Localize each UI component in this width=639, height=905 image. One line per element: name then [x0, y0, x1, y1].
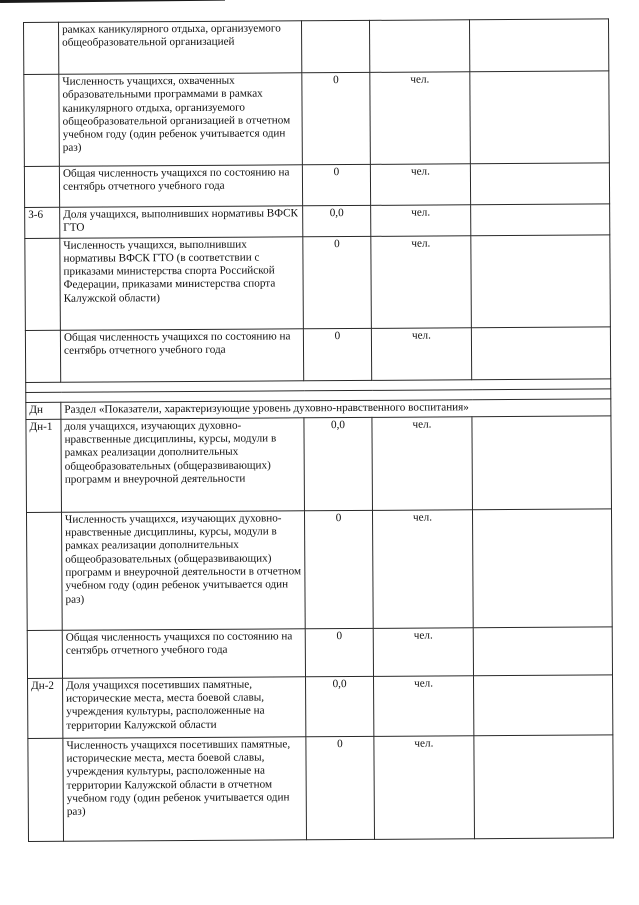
indicator-value: 0,0 [306, 676, 374, 736]
indicator-value: 0,0 [304, 417, 373, 510]
indicator-value: 0 [306, 736, 375, 839]
indicator-name: Численность учащихся посетивших памятные, исторические места, места боевой славы, учреждения культуры, расположенные на территории Калужской области в отчетном учебном году (один ребенок учитывается один раз) [63, 737, 307, 841]
indicator-value [301, 20, 369, 72]
indicators-table [23, 18, 614, 841]
indicator-unit: чел. [372, 417, 473, 511]
table-row [26, 416, 612, 513]
indicator-unit: чел. [374, 736, 475, 840]
indicator-unit [369, 20, 469, 73]
indicator-code [28, 738, 64, 841]
indicator-unit: чел. [373, 628, 473, 677]
indicator-name: Общая численность учащихся по состоянию на сентябрь отчетного учебного года [62, 629, 305, 678]
indicator-value: 0 [303, 328, 371, 380]
indicator-extra [474, 735, 614, 839]
indicator-unit: чел. [372, 510, 473, 629]
indicator-name: доля учащихся, изучающих духовно-нравственные дисциплины, курсы, модули в рамках реализации дополнительных общеобразовательных (общеразвивающих) программ и внеурочной деятельности [61, 418, 305, 512]
indicator-unit: чел. [374, 676, 474, 737]
indicator-code [24, 166, 59, 207]
indicator-extra [471, 327, 610, 380]
indicator-extra [470, 163, 609, 205]
table-row [24, 163, 609, 208]
indicator-unit: чел. [371, 327, 471, 380]
indicator-unit: чел. [371, 235, 472, 328]
indicator-extra [472, 416, 612, 510]
indicator-code [25, 238, 61, 330]
table-row [24, 19, 609, 75]
indicator-name: Численность учащихся, выполнивших нормативы ВФСК ГТО (в соответствии с приказами министерства спорта Российской Федерации, приказами министерства спорта Калужской области) [60, 236, 304, 329]
indicator-code: З-6 [25, 207, 60, 238]
document-sheet [23, 18, 613, 841]
table-row [28, 675, 613, 739]
top-border-rule [0, 0, 225, 3]
indicator-name: Общая численность учащихся по состоянию на сентябрь отчетного учебного года [59, 165, 302, 207]
indicator-value: 0 [303, 236, 372, 328]
indicator-extra [471, 235, 611, 328]
indicator-value: 0,0 [303, 205, 371, 236]
table-row [25, 327, 610, 383]
indicator-value: 0 [302, 72, 371, 164]
section-heading: Раздел «Показатели, характеризующие уровень духовно-нравственного воспитания» [61, 399, 611, 420]
indicator-code [24, 22, 59, 74]
indicator-name: рамках каникулярного отдыха, организуемого общеобразовательной организацией [59, 21, 302, 74]
indicator-extra [473, 627, 612, 676]
table-row [25, 235, 611, 331]
indicator-extra [472, 509, 612, 628]
indicator-value: 0 [304, 510, 373, 628]
indicator-code [26, 512, 62, 630]
indicator-code [25, 330, 60, 382]
indicator-unit: чел. [370, 72, 471, 165]
indicator-value: 0 [305, 628, 373, 676]
section-code: Дн [26, 402, 61, 420]
table-row [24, 71, 610, 167]
indicator-extra [470, 71, 610, 164]
table-row [25, 204, 610, 238]
indicator-extra [474, 675, 613, 736]
indicator-unit: чел. [370, 164, 470, 206]
indicator-code [24, 74, 60, 166]
indicator-name: Доля учащихся, выполнивших нормативы ВФСК ГТО [60, 206, 303, 238]
table-row [26, 509, 612, 631]
indicator-name: Численность учащихся, изучающих духовно-нравственные дисциплины, курсы, модули в рамках реализации дополнительных общеобразовательных (общеразвивающих) программ и внеурочной деятельности в отчетном учебном году (один ребенок учитывается один раз) [61, 511, 305, 630]
indicator-name: Численность учащихся, охваченных образовательными программами в рамках каникулярного отдыха, организуемого общеобразовательной организацией в отчетном учебном году (один ребенок учитывается один раз) [59, 73, 303, 166]
indicator-name: Общая численность учащихся по состоянию на сентябрь отчетного учебного года [60, 328, 303, 381]
indicator-extra [471, 204, 610, 235]
indicator-unit: чел. [371, 205, 471, 236]
indicator-name: Доля учащихся посетивших памятные, исторические места, места боевой славы, учреждения культуры, расположенные на территории Калужской области [63, 677, 306, 738]
indicator-value: 0 [302, 164, 370, 205]
table-row [28, 735, 614, 842]
table-row [27, 627, 612, 679]
indicator-code: Дн-2 [28, 678, 63, 738]
indicator-code [27, 630, 62, 678]
indicator-extra [469, 19, 608, 72]
indicator-code: Дн-1 [26, 419, 62, 512]
